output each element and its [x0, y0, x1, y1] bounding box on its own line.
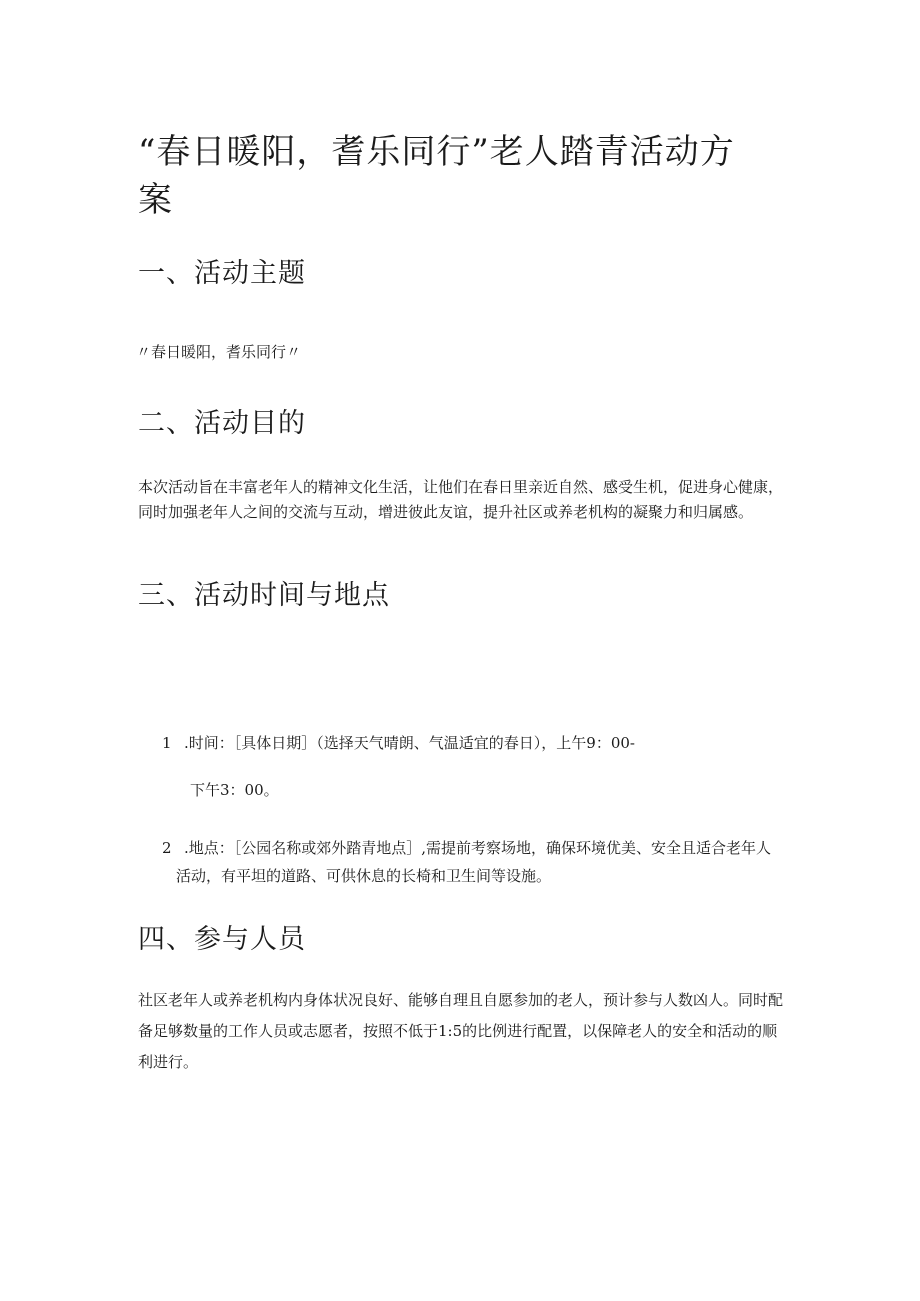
section-heading-theme: 一、活动主题	[138, 258, 306, 289]
section-heading-participants: 四、参与人员	[138, 924, 306, 955]
section-heading-time-place: 三、活动时间与地点	[138, 580, 390, 611]
item-place-text: .地点：［公园名称或郊外踏青地点］,需提前考察场地，确保环境优美、安全且适合老年人活动，有平坦的道路、可供休息的长椅和卫生间等设施。	[176, 839, 772, 885]
item-number-time: 1	[162, 734, 172, 752]
item-number-place: 2	[162, 839, 172, 857]
document-title: “春日暖阳，耆乐同行”老人踏青活动方案	[138, 132, 735, 220]
theme-text: 〃春日暖阳，耆乐同行〃	[136, 343, 302, 361]
participants-paragraph: 社区老年人或养老机构内身体状况良好、能够自理且自愿参加的老人，预计参与人数凶人。同时配备足够数量的工作人员或志愿者，按照不低于1:5的比例进行配置，以保障老人的安全和活动的顺利进行。	[138, 991, 784, 1071]
purpose-paragraph: 本次活动旨在丰富老年人的精神文化生活，让他们在春日里亲近自然、感受生机，促进身心健康，同时加强老年人之间的交流与互动，增进彼此友谊，提升社区或养老机构的凝聚力和归属感。	[138, 478, 784, 521]
section-heading-purpose: 二、活动目的	[138, 408, 306, 439]
item-time-continuation: 下午3：00。	[190, 781, 279, 799]
item-time-text: .时间：［具体日期］（选择天气晴朗、气温适宜的春日），上午9：00-	[184, 734, 635, 752]
